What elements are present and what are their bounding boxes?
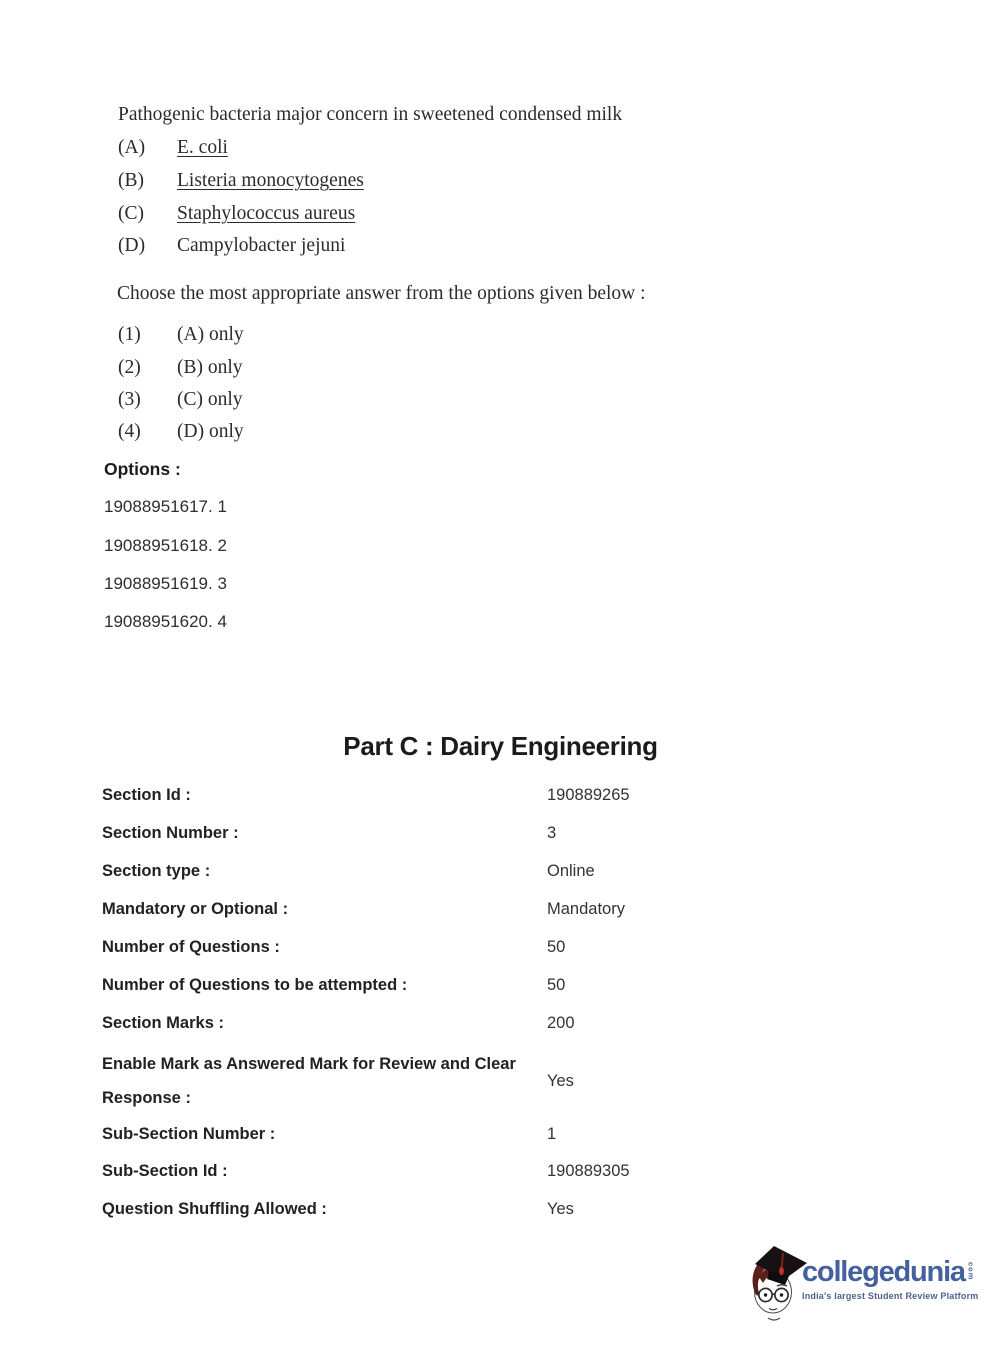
- question-text: Pathogenic bacteria major concern in sweetened condensed milk: [118, 104, 623, 125]
- choice-letter: (A): [118, 137, 146, 158]
- option-id: 19088951617. 1: [104, 497, 227, 516]
- answer-option-row: [118, 420, 244, 444]
- meta-label: Question Shuffling Allowed :: [102, 1200, 327, 1218]
- choice-text: Campylobacter jejuni: [177, 235, 346, 256]
- meta-value: 1: [547, 1125, 557, 1143]
- choice-letter: (C): [118, 203, 144, 224]
- meta-value: Online: [547, 862, 595, 880]
- logo-wordmark-row: [802, 1256, 978, 1288]
- meta-label: Section Number :: [102, 824, 239, 842]
- answer-option-row: [118, 323, 244, 347]
- option-id: 19088951620. 4: [104, 612, 227, 631]
- meta-row: [102, 1124, 942, 1144]
- logo-text-column: [802, 1246, 978, 1301]
- meta-label: Number of Questions to be attempted :: [102, 976, 408, 994]
- meta-value: Yes: [547, 1072, 574, 1090]
- logo-tagline: India's largest Student Review Platform: [802, 1291, 979, 1301]
- meta-label: Sub-Section Number :: [102, 1125, 276, 1143]
- meta-label: Section Marks :: [102, 1014, 224, 1032]
- meta-value: 190889305: [547, 1162, 630, 1180]
- meta-label: Sub-Section Id :: [102, 1162, 228, 1180]
- answer-option-row: [118, 356, 243, 380]
- choice-row: [118, 202, 355, 226]
- meta-value: 3: [547, 824, 557, 842]
- meta-row: [102, 1046, 942, 1116]
- meta-row: [102, 937, 942, 957]
- meta-row: [102, 899, 942, 919]
- collegedunia-mascot-icon: [744, 1246, 808, 1322]
- meta-row: [102, 1199, 942, 1219]
- option-id: 19088951618. 2: [104, 536, 227, 555]
- choice-row: [118, 169, 364, 193]
- choice-text: E. coli: [177, 137, 228, 158]
- choice-row: [118, 234, 345, 258]
- choice-text: Listeria monocytogenes: [177, 170, 364, 191]
- meta-value: 200: [547, 1014, 575, 1032]
- options-heading: Options :: [104, 459, 181, 479]
- meta-label: Section Id :: [102, 786, 191, 804]
- answer-option-number: (2): [118, 357, 141, 378]
- meta-value: 50: [547, 976, 566, 994]
- meta-label: Mandatory or Optional :: [102, 900, 289, 918]
- meta-label: Enable Mark as Answered Mark for Review and Clear Response :: [102, 1055, 516, 1107]
- meta-row: [102, 823, 942, 843]
- meta-row: [102, 861, 942, 881]
- answer-option-number: (3): [118, 389, 141, 410]
- instruction-text: Choose the most appropriate answer from the options given below :: [117, 283, 646, 304]
- answer-option-text: (B) only: [177, 357, 243, 378]
- choice-row: [118, 136, 228, 160]
- answer-option-text: (A) only: [177, 324, 244, 345]
- logo-tld: com: [966, 1262, 976, 1281]
- meta-label: Number of Questions :: [102, 938, 280, 956]
- meta-value: Yes: [547, 1200, 574, 1218]
- option-id: 19088951619. 3: [104, 574, 227, 593]
- choice-letter: (B): [118, 170, 144, 191]
- meta-value: 50: [547, 938, 566, 956]
- meta-value: Mandatory: [547, 900, 625, 918]
- answer-option-number: (4): [118, 421, 141, 442]
- answer-option-text: (D) only: [177, 421, 244, 442]
- meta-label: Section type :: [102, 862, 211, 880]
- meta-row: [102, 1161, 942, 1181]
- meta-row: [102, 785, 942, 805]
- answer-option-number: (1): [118, 324, 141, 345]
- meta-row: [102, 975, 942, 995]
- choice-letter: (D): [118, 235, 146, 256]
- collegedunia-logo[interactable]: [744, 1246, 978, 1322]
- meta-value: 190889265: [547, 786, 630, 804]
- choice-text: Staphylococcus aureus: [177, 203, 356, 224]
- logo-wordmark: collegedunia: [802, 1256, 965, 1288]
- section-title: Part C : Dairy Engineering: [343, 731, 658, 761]
- answer-option-row: [118, 388, 243, 412]
- meta-row: [102, 1013, 942, 1033]
- answer-option-text: (C) only: [177, 389, 243, 410]
